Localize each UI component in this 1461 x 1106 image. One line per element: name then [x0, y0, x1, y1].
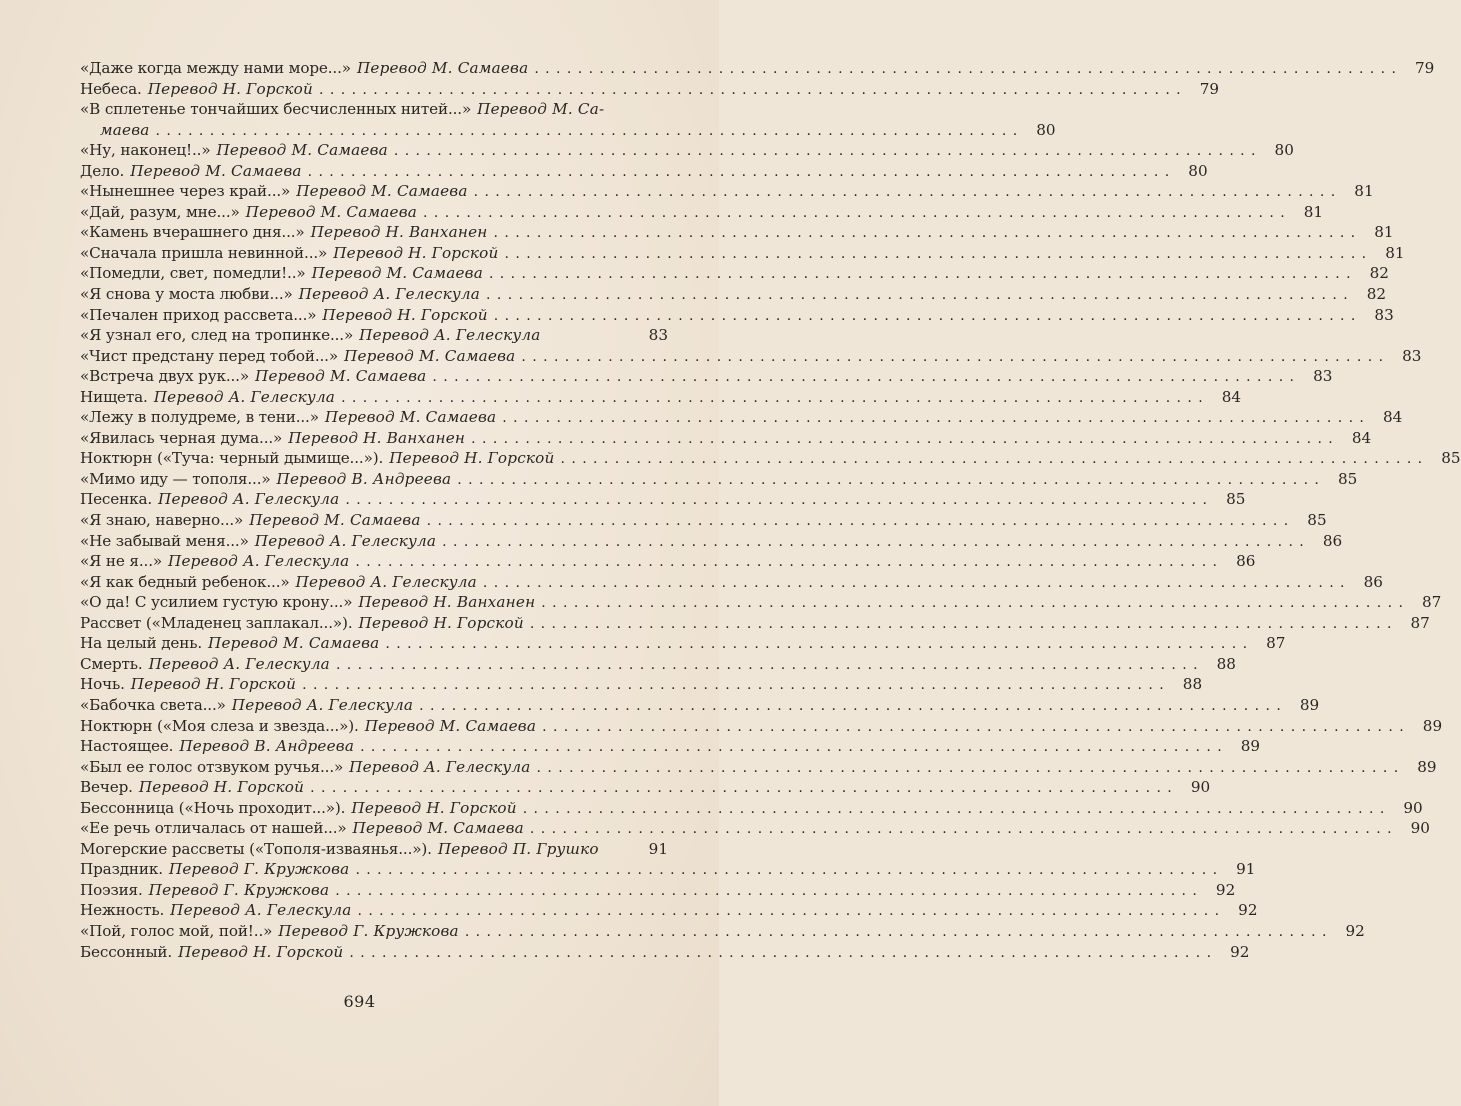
entry-page-number: 79 [1199, 79, 1220, 98]
entry-title: Небеса. [80, 79, 142, 98]
entry-title: «Даже когда между нами море...» [80, 59, 351, 77]
entry-title: «Был ее голос отзвуком ручья...» [80, 757, 344, 776]
dot-leader: ................................................................................ [529, 615, 1398, 632]
dot-leader: ................................................................................ [423, 204, 1292, 221]
entry-page-number: 86 [1236, 552, 1256, 571]
entry-title: «Лежу в полудреме, в тени...» [80, 408, 319, 427]
toc-entry [80, 695, 1320, 716]
entry-translator: Перевод М. Самаева [296, 182, 468, 201]
entry-title: «Ну, наконец!..» [80, 141, 211, 160]
dot-leader: ................................................................................ [486, 287, 1355, 304]
entry-page-number: 80 [1274, 141, 1294, 160]
dot-leader: ................................................................................ [457, 471, 1326, 488]
dot-leader: ................................................................................ [560, 451, 1429, 468]
dot-leader: ................................................................................ [521, 348, 1390, 365]
toc-entry [80, 921, 1365, 942]
entry-page-number: 92 [1230, 942, 1250, 961]
entry-title: «Пой, голос мой, пой!..» [80, 921, 273, 940]
entry-title: «Я снова у моста любви...» [80, 285, 293, 304]
entry-translator: Перевод Н. Ванханен [288, 428, 466, 447]
entry-page-number: 88 [1182, 675, 1203, 694]
dot-leader: ................................................................................ [536, 759, 1405, 776]
entry-title: «О да! С усилием густую крону...» [80, 593, 353, 612]
entry-page-number: 87 [1410, 613, 1430, 632]
dot-leader: ................................................................................ [473, 184, 1342, 201]
entry-page-number: 84 [1221, 387, 1242, 406]
entry-title: «Я узнал его, след на тропинке...» [80, 326, 354, 345]
entry-page-number: 85 [1337, 469, 1358, 488]
entry-translator: Перевод П. Грушко [437, 839, 599, 858]
toc-entry [80, 305, 1394, 326]
toc-entry [80, 202, 1324, 223]
entry-title: Настоящее. [80, 737, 174, 756]
entry-title: Песенка. [80, 490, 153, 509]
toc-entry [80, 839, 668, 860]
entry-translator: Перевод Н. Горской [333, 243, 499, 262]
entry-title: «Печален приход рассвета...» [80, 305, 317, 324]
toc-entry [80, 716, 1443, 737]
entry-translator: Перевод Н. Горской [322, 305, 488, 324]
toc-entry [80, 263, 1389, 284]
entry-page-number: 83 [1374, 305, 1394, 324]
dot-leader: ................................................................................ [502, 410, 1371, 427]
dot-leader: ................................................................................ [529, 821, 1398, 838]
entry-title: Смерть. [80, 654, 143, 673]
entry-title: «Чист предстану перед тобой...» [80, 346, 339, 365]
entry-translator: маева [100, 120, 150, 139]
entry-title: «Камень вчерашнего дня...» [80, 223, 305, 242]
toc-entry [80, 448, 1461, 469]
entry-page-number: 90 [1403, 798, 1423, 817]
dot-leader: ................................................................................ [522, 800, 1391, 817]
entry-page-number: 91 [648, 839, 668, 858]
toc-entry [80, 284, 1387, 305]
toc-entry [80, 58, 1435, 79]
entry-title: Вечер. [80, 778, 133, 797]
entry-translator: Перевод М. Самаева [356, 59, 529, 77]
entry-page-number: 90 [1410, 819, 1430, 838]
entry-translator: Перевод В. Андреева [276, 469, 452, 488]
entry-title: Могерские рассветы («Тополя-изваянья...»). [80, 839, 432, 858]
entry-translator: Перевод Г. Кружкова [278, 921, 459, 940]
toc-entry [80, 798, 1423, 819]
entry-title: «Я как бедный ребенок...» [80, 572, 290, 591]
dot-leader: ................................................................................ [432, 369, 1301, 386]
entry-translator: Перевод Н. Горской [358, 613, 524, 632]
entry-translator: Перевод А. Гелескула [158, 490, 340, 509]
entry-translator: Перевод М. Самаева [249, 511, 421, 530]
dot-leader: ................................................................................ [319, 81, 1188, 98]
entry-title: Поэзия. [80, 880, 143, 899]
entry-page-number: 89 [1422, 716, 1443, 735]
page-number: 694 [343, 992, 376, 1011]
entry-page-number: 86 [1363, 572, 1383, 591]
dot-leader: ................................................................................ [345, 492, 1214, 509]
entry-title: На целый день. [80, 634, 203, 653]
dot-leader: ................................................................................ [385, 636, 1254, 653]
entry-page-number: 87 [1421, 593, 1442, 612]
entry-page-number: 80 [1036, 120, 1056, 139]
entry-title: «Бабочка света...» [80, 695, 226, 714]
entry-translator: Перевод Н. Горской [351, 798, 517, 817]
entry-translator: Перевод Н. Горской [147, 79, 314, 98]
entry-title: «В сплетенье тончайших бесчисленных нитей...» [80, 100, 472, 119]
dot-leader: ................................................................................ [419, 697, 1288, 714]
entry-page-number: 81 [1385, 243, 1405, 262]
entry-page-number: 83 [1402, 346, 1422, 365]
dot-leader: ................................................................................ [482, 574, 1351, 591]
dot-leader: ................................................................................ [534, 61, 1403, 77]
entry-title: «Дай, разум, мне...» [80, 202, 240, 221]
entry-page-number: 89 [1417, 757, 1437, 776]
entry-page-number: 90 [1190, 778, 1211, 797]
entry-translator: Перевод В. Андреева [179, 737, 355, 756]
dot-leader: ................................................................................ [493, 225, 1362, 242]
entry-title: «Ее речь отличалась от нашей...» [80, 819, 347, 838]
entry-translator: Перевод Г. Кружкова [168, 860, 350, 879]
entry-title: «Я не я...» [80, 552, 163, 571]
entry-title: «Нынешнее через край...» [80, 182, 291, 201]
entry-translator: Перевод М. Самаева [344, 346, 516, 365]
dot-leader: ................................................................................ [360, 739, 1229, 756]
entry-page-number: 91 [1236, 860, 1256, 879]
dot-leader: ................................................................................ [393, 143, 1262, 160]
dot-leader: ................................................................................ [335, 656, 1204, 673]
entry-translator: Перевод Н. Горской [130, 675, 297, 694]
toc-entry [80, 592, 1442, 613]
entry-title: «Сначала пришла невинной...» [80, 243, 328, 262]
toc-entry [80, 120, 1056, 141]
dot-leader: ................................................................................ [504, 245, 1373, 262]
toc-entry [80, 79, 1220, 100]
dot-leader: ................................................................................ [542, 718, 1411, 735]
toc-entry [80, 859, 1256, 880]
entry-title: «Встреча двух рук...» [80, 367, 249, 386]
toc-entry [80, 387, 1242, 408]
entry-title: Рассвет («Младенец заплакал...»). [80, 613, 353, 632]
entry-title: Праздник. [80, 860, 163, 879]
entry-translator: Перевод Н. Горской [138, 778, 305, 797]
dot-leader: ................................................................................ [302, 677, 1171, 694]
entry-translator: Перевод Н. Горской [178, 942, 344, 961]
entry-translator: Перевод А. Гелескула [298, 285, 481, 304]
entry-page-number: 85 [1441, 449, 1461, 468]
entry-title: «Я знаю, наверно...» [80, 511, 244, 530]
dot-leader: ................................................................................ [493, 307, 1362, 324]
entry-page-number: 80 [1188, 161, 1208, 180]
entry-page-number: 89 [1240, 737, 1261, 756]
entry-translator: Перевод А. Гелескула [148, 654, 330, 673]
toc-entry [80, 181, 1374, 202]
entry-translator: Перевод Н. Ванханен [310, 223, 488, 242]
entry-page-number: 86 [1322, 531, 1343, 550]
dot-leader: ................................................................................ [357, 903, 1226, 920]
toc-entry [80, 736, 1261, 757]
entry-translator: Перевод М. Самаева [245, 202, 418, 221]
entry-translator: Перевод М. Самаева [130, 161, 302, 180]
toc-entry [80, 818, 1430, 839]
toc-entry [80, 531, 1343, 552]
entry-title: «Не забывай меня...» [80, 531, 249, 550]
dot-leader: ................................................................................ [464, 923, 1333, 940]
entry-page-number: 81 [1374, 223, 1394, 242]
entry-page-number: 92 [1238, 901, 1258, 920]
entry-translator: Перевод Н. Горской [389, 449, 555, 468]
entry-page-number: 82 [1366, 285, 1387, 304]
toc-entry [80, 161, 1208, 182]
entry-page-number: 88 [1216, 654, 1236, 673]
dot-leader: ................................................................................ [349, 944, 1218, 961]
entry-translator: Перевод А. Гелескула [231, 695, 414, 714]
toc-entry [80, 346, 1422, 367]
entry-translator: Перевод А. Гелескула [153, 387, 336, 406]
entry-translator: Перевод А. Гелескула [254, 531, 437, 550]
toc-entry [80, 222, 1394, 243]
toc-entry [80, 469, 1358, 490]
dot-leader: ................................................................................ [471, 430, 1340, 447]
dot-leader: ................................................................................ [488, 266, 1357, 283]
table-of-contents [80, 58, 1461, 962]
entry-title: Нищета. [80, 387, 148, 406]
entry-translator: Перевод М. Самаева [364, 716, 537, 735]
entry-page-number: 81 [1303, 202, 1324, 221]
toc-entry [80, 613, 1430, 634]
toc-entry [80, 99, 668, 120]
toc-entry [80, 489, 1246, 510]
entry-translator: Перевод А. Гелескула [168, 552, 350, 571]
entry-title: Дело. [80, 161, 125, 180]
dot-leader: ................................................................................ [355, 554, 1224, 571]
entry-translator: Перевод А. Гелескула [359, 326, 541, 345]
dot-leader: ................................................................................ [442, 533, 1311, 550]
dot-leader: ................................................................................ [155, 122, 1024, 139]
entry-page-number: 83 [1313, 367, 1333, 386]
dot-leader: ................................................................................ [541, 595, 1410, 612]
entry-translator: Перевод Г. Кружкова [148, 880, 330, 899]
toc-entry [80, 407, 1403, 428]
dot-leader: ................................................................................ [335, 882, 1204, 899]
entry-title: Бессонница («Ночь проходит...»). [80, 798, 346, 817]
entry-page-number: 87 [1266, 634, 1286, 653]
entry-title: «Помедли, свет, помедли!..» [80, 264, 306, 283]
entry-title: «Мимо иду — тополя...» [80, 469, 271, 488]
dot-leader: ................................................................................ [341, 389, 1210, 406]
dot-leader: ................................................................................ [355, 862, 1224, 879]
toc-entry [80, 674, 1203, 695]
entry-translator: Перевод А. Гелескула [295, 572, 477, 591]
dot-leader: ................................................................................ [310, 780, 1179, 797]
toc-entry [80, 140, 1294, 161]
toc-entry [80, 243, 1405, 264]
dot-leader: ................................................................................ [426, 513, 1295, 530]
entry-translator: Перевод М. Самаева [324, 408, 497, 427]
dot-leader: ................................................................................ [307, 163, 1176, 180]
entry-translator: Перевод М. Самаева [216, 141, 388, 160]
entry-page-number: 84 [1382, 408, 1403, 427]
entry-translator: Перевод М. Са- [477, 100, 605, 119]
entry-page-number: 85 [1226, 490, 1246, 509]
toc-entry [80, 880, 1236, 901]
toc-entry [80, 654, 1236, 675]
toc-entry [80, 777, 1211, 798]
entry-translator: Перевод М. Самаева [208, 634, 380, 653]
toc-entry [80, 900, 1258, 921]
entry-title: Бессонный. [80, 942, 173, 961]
entry-title: Ноктюрн («Моя слеза и звезда...»). [80, 716, 359, 735]
entry-page-number: 79 [1415, 59, 1435, 77]
entry-page-number: 83 [648, 326, 668, 345]
entry-translator: Перевод М. Самаева [311, 264, 483, 283]
toc-entry [80, 942, 1250, 963]
entry-title: Ноктюрн («Туча: черный дымище...»). [80, 449, 384, 468]
toc-entry [80, 510, 1327, 531]
entry-translator: Перевод А. Гелескула [170, 901, 352, 920]
entry-title: Нежность. [80, 901, 165, 920]
entry-page-number: 81 [1354, 182, 1374, 201]
entry-page-number: 84 [1351, 428, 1372, 447]
toc-entry [80, 757, 1437, 778]
entry-page-number: 85 [1307, 511, 1327, 530]
entry-page-number: 82 [1369, 264, 1389, 283]
entry-translator: Перевод М. Самаева [255, 367, 427, 386]
toc-entry [80, 366, 1333, 387]
entry-translator: Перевод Н. Ванханен [358, 593, 536, 612]
entry-page-number: 92 [1215, 880, 1236, 899]
entry-title: «Явилась черная дума...» [80, 428, 283, 447]
toc-entry [80, 428, 1372, 449]
toc-entry [80, 572, 1383, 593]
entry-translator: Перевод А. Гелескула [349, 757, 531, 776]
toc-entry [80, 633, 1286, 654]
entry-title: Ночь. [80, 675, 125, 694]
entry-page-number: 92 [1345, 921, 1365, 940]
entry-translator: Перевод М. Самаева [352, 819, 524, 838]
toc-entry [80, 551, 1256, 572]
toc-entry [80, 325, 668, 346]
entry-page-number: 89 [1299, 695, 1320, 714]
